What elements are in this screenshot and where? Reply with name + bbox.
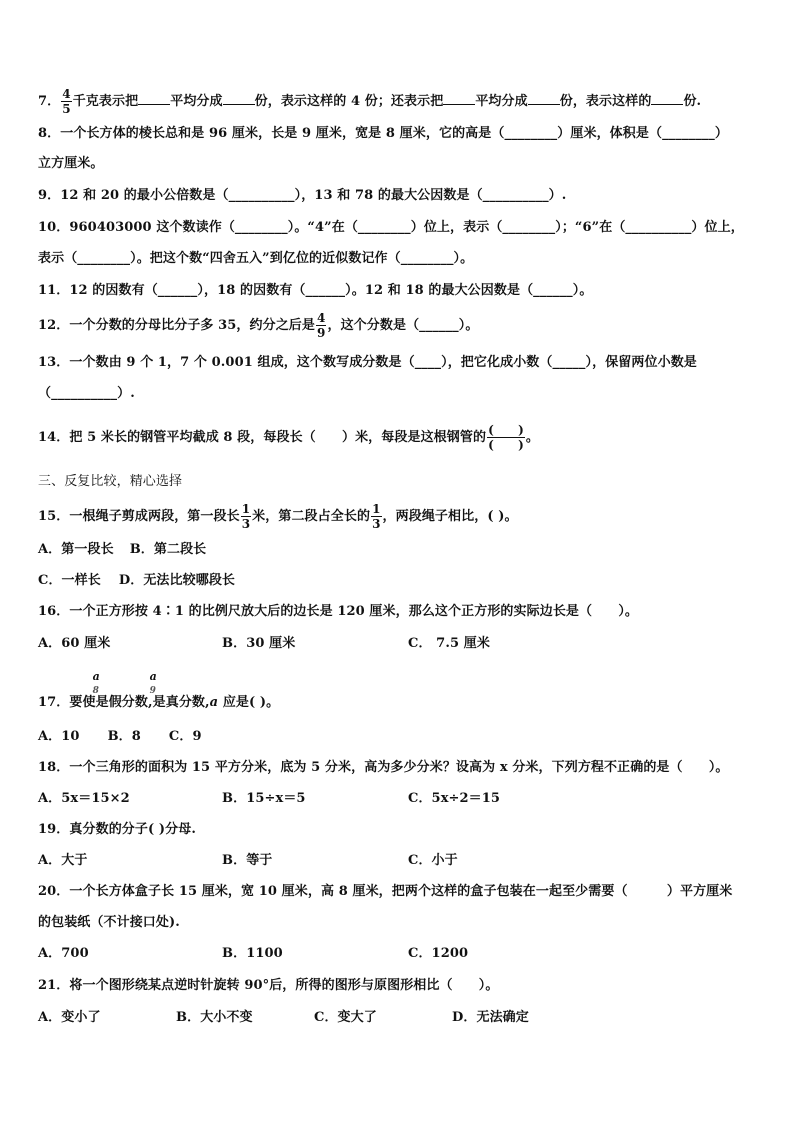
question-13-line-2: （__________）.: [38, 386, 135, 401]
question-8-line-1: 8．一个长方体的棱长总和是 96 厘米，长是 9 厘米，宽是 8 厘米，它的高是（________）厘米，体积是（________）: [38, 126, 728, 141]
question-7: [38, 88, 701, 115]
question-13-line-1: 13．一个数由 9 个 1，7 个 0.001 组成，这个数写成分数是（____），把它化成小数（_____），保留两位小数是: [38, 355, 697, 370]
q17-options: [38, 729, 202, 745]
option-b[interactable]: B．30 厘米: [222, 636, 296, 651]
fraction-blank: [487, 424, 525, 451]
q15-text-2: 米，第二段占全长的: [252, 509, 371, 524]
answer-blank[interactable]: [528, 92, 560, 105]
question-16: 16．一个正方形按 4∶1 的比例尺放大后的边长是 120 厘米，那么这个正方形的实际边长是（ ）。: [38, 604, 639, 619]
q15-text-1: 15．一根绳子剪成两段，第一段长: [38, 509, 240, 524]
question-19: 19．真分数的分子( )分母.: [38, 822, 196, 837]
fraction-numerator-blank[interactable]: ( ): [488, 423, 524, 437]
question-20-line-1: 20．一个长方体盒子长 15 厘米，宽 10 厘米，高 8 厘米，把两个这样的盒子包装在一起至少需要（ ）平方厘米: [38, 884, 733, 899]
option-c[interactable]: C．一样长: [38, 573, 101, 588]
q17-text-3: 是真分数,: [152, 695, 210, 710]
fraction-denominator: 8: [92, 686, 99, 696]
option-b[interactable]: B．第二段长: [129, 542, 207, 557]
q17-text-2: 是假分数,: [95, 695, 153, 710]
q15-options-row-2: [38, 573, 235, 589]
q7-text-1: 千克表示把: [72, 94, 139, 109]
fraction-denominator: 3: [372, 517, 381, 531]
fraction-4-9: [316, 312, 326, 339]
question-20-line-2: 的包装纸（不计接口处).: [38, 915, 180, 930]
question-11: 11．12 的因数有（______），18 的因数有（______）。12 和 18 的最大公因数是（______）。: [38, 283, 593, 298]
fraction-1-3: [371, 503, 381, 530]
option-b[interactable]: B．大小不变: [176, 1010, 253, 1025]
q14-text-2: 。: [525, 430, 539, 445]
fraction-denominator: 3: [241, 517, 251, 531]
q15-text-3: ，两段绳子相比，( )。: [382, 509, 518, 524]
option-a[interactable]: A．5x＝15×2: [38, 791, 130, 806]
fraction-denominator: 5: [62, 102, 71, 116]
option-c[interactable]: C．9: [168, 729, 202, 744]
section-heading: 三、反复比较，精心选择: [38, 474, 183, 489]
option-a[interactable]: A．第一段长: [38, 542, 114, 557]
q15-options-row-1: [38, 542, 206, 558]
q7-text-6: 份.: [683, 94, 702, 109]
question-9: 9．12 和 20 的最小公倍数是（__________），13 和 78 的最大公因数是（__________）.: [38, 188, 567, 203]
answer-blank[interactable]: [443, 92, 475, 105]
fraction-numerator: 4: [62, 87, 71, 101]
answer-blank[interactable]: [223, 92, 255, 105]
option-c[interactable]: C． 7.5 厘米: [408, 636, 490, 651]
question-8-line-2: 立方厘米。: [38, 156, 104, 171]
question-10-line-2: 表示（________）。把这个数“四舍五入”到亿位的近似数记作（________）。: [38, 251, 474, 266]
option-a[interactable]: A．10: [38, 729, 80, 744]
q7-text-3: 份，表示这样的 4 份；还表示把: [254, 94, 444, 109]
question-10-line-1: 10．960403000 这个数读作（________）。“4”在（________）位上，表示（________）；“6”在（__________）位上，: [38, 220, 744, 235]
variable-a: a: [209, 695, 219, 710]
fraction-1-3: [241, 503, 251, 530]
fraction-4-5: [61, 88, 71, 115]
option-c[interactable]: C．小于: [408, 853, 458, 868]
option-a[interactable]: A．变小了: [38, 1010, 101, 1025]
option-b[interactable]: B．1100: [222, 946, 283, 961]
fraction-denominator: 9: [317, 326, 326, 340]
option-b[interactable]: B．等于: [222, 853, 273, 868]
q17-text-4: 应是( )。: [218, 695, 280, 710]
fraction-numerator: 1: [241, 502, 251, 516]
question-21: 21．将一个图形绕某点逆时针旋转 90°后，所得的图形与原图形相比（ ）。: [38, 978, 499, 993]
option-c[interactable]: C．变大了: [314, 1010, 377, 1025]
option-d[interactable]: D．无法确定: [452, 1010, 529, 1025]
option-c[interactable]: C．1200: [408, 946, 469, 961]
option-a[interactable]: A．60 厘米: [38, 636, 111, 651]
fraction-numerator: a: [149, 670, 157, 683]
q7-text-5: 份，表示这样的: [559, 94, 652, 109]
fraction-denominator: 9: [149, 686, 156, 696]
answer-blank[interactable]: [651, 92, 683, 105]
q12-text-1: 12．一个分数的分母比分子多 35，约分之后是: [38, 318, 316, 333]
q7-text-4: 平均分成: [475, 94, 528, 109]
question-number: 7．: [38, 94, 61, 109]
option-b[interactable]: B．15÷x＝5: [222, 791, 306, 806]
fraction-numerator: 4: [317, 311, 326, 325]
q7-text-2: 平均分成: [170, 94, 223, 109]
q17-text-1: 17．要使: [38, 695, 96, 710]
question-12: [38, 312, 478, 339]
q14-text-1: 14．把 5 米长的钢管平均截成 8 段，每段长（ ）米，每段是这根钢管的: [38, 430, 487, 445]
answer-blank[interactable]: [138, 92, 170, 105]
question-18: 18．一个三角形的面积为 15 平方分米，底为 5 分米，高为多少分米？设高为 x 分米，下列方程不正确的是（ ）。: [38, 760, 729, 775]
fraction-numerator: a: [92, 670, 100, 683]
option-d[interactable]: D．无法比较哪段长: [118, 573, 236, 588]
q12-text-2: ，这个分数是（______）。: [327, 318, 479, 333]
option-c[interactable]: C．5x÷2＝15: [408, 791, 501, 806]
option-b[interactable]: B．8: [107, 729, 141, 744]
fraction-denominator-blank[interactable]: ( ): [488, 438, 524, 452]
question-15: [38, 503, 518, 530]
question-17: [38, 670, 280, 711]
fraction-numerator: 1: [372, 502, 381, 516]
question-14: [38, 424, 539, 451]
option-a[interactable]: A．大于: [38, 853, 88, 868]
option-a[interactable]: A．700: [38, 946, 89, 961]
